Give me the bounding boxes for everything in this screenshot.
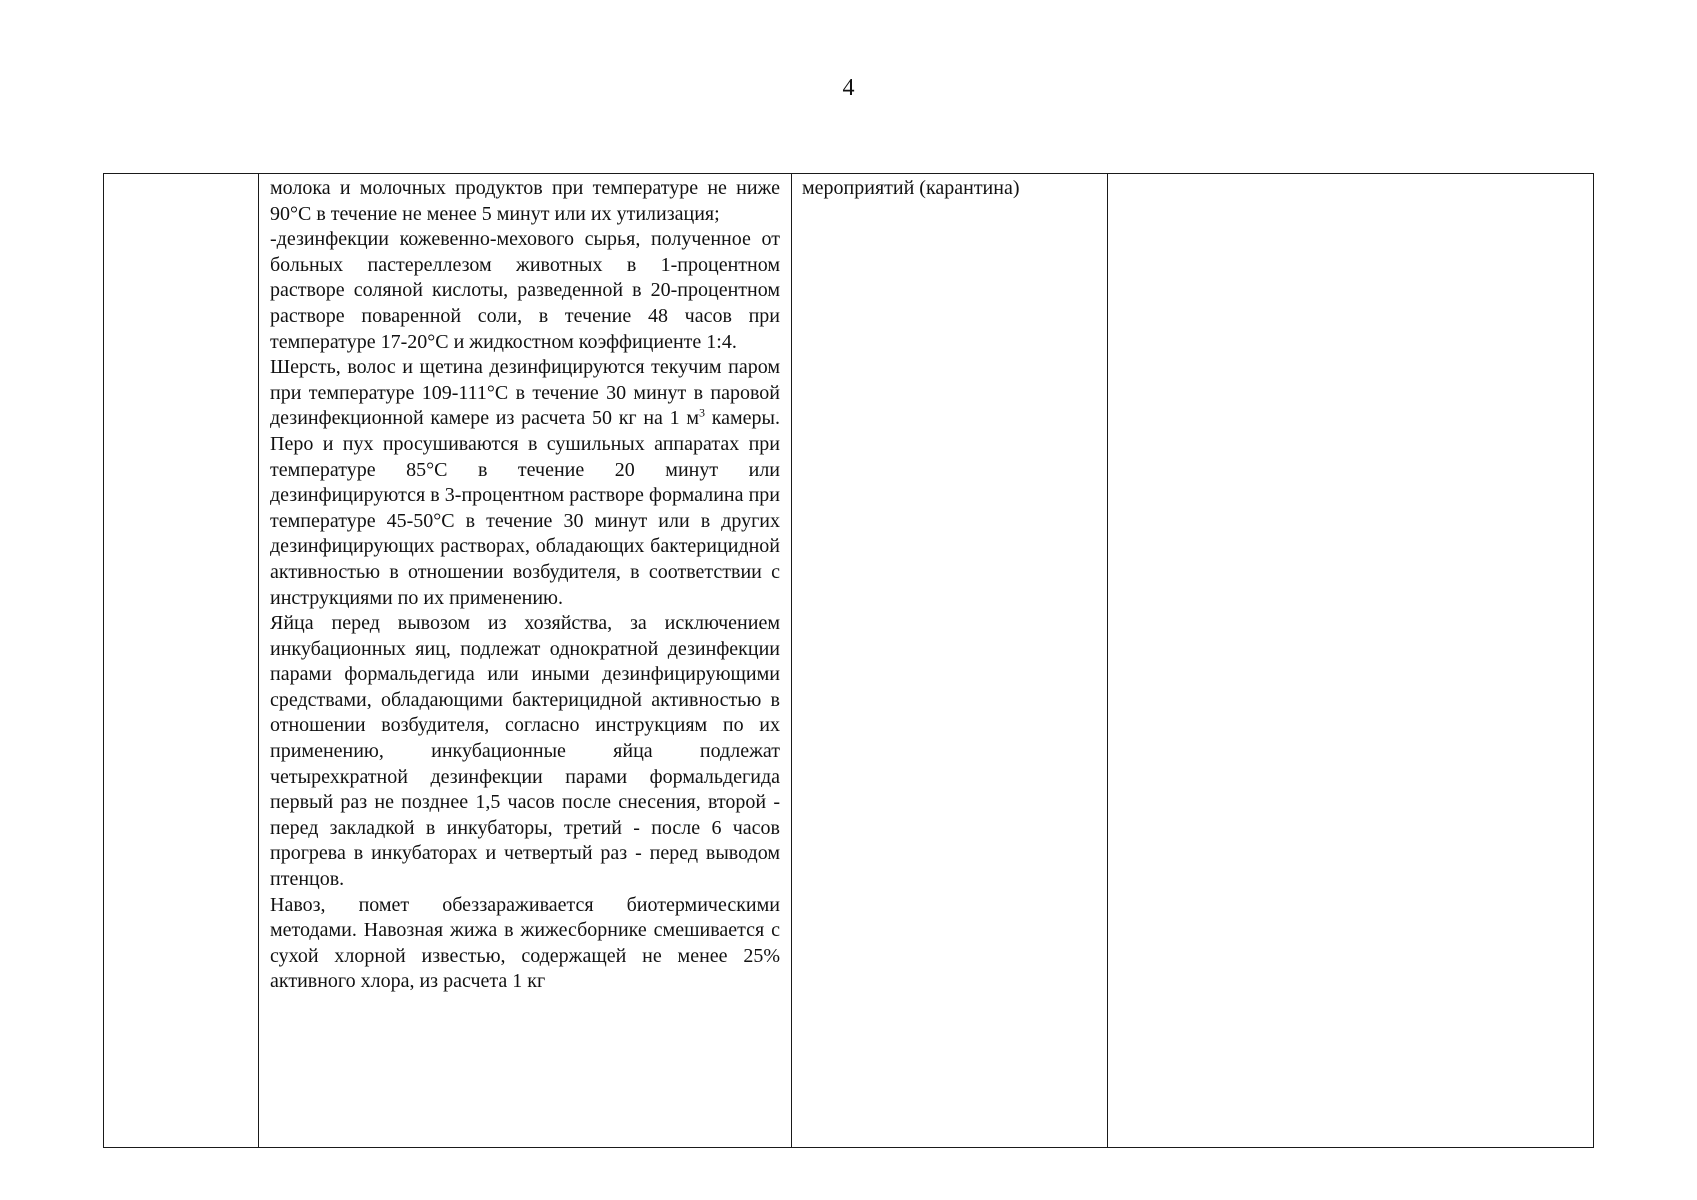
paragraph-wool-disinfection	[270, 355, 780, 611]
cubic-superscript: 3	[699, 405, 706, 420]
wool-text-part2: камеры. Перо и пух просушиваются в сушильных аппаратах при температуре 85°С в течение 20 минут или дезинфицируются в 3-процентном растворе формалина при температуре 45-50°С в течение 30 минут или в других дезинфицирующих растворах, обладающих бактерицидной активностью в отношении возбудителя, в соответствии с инструкциями по их применению.	[270, 407, 780, 609]
paragraph-milk: молока и молочных продуктов при температуре не ниже 90°С в течение не менее 5 минут или их утилизация;	[270, 177, 780, 225]
table-cell-responsible	[1108, 174, 1594, 1148]
paragraph-manure-disinfection: Навоз, помет обеззараживается биотермическими методами. Навозная жижа в жижесборнике смешивается с сухой хлорной известью, содержащей не менее 25% активного хлора, из расчета 1 кг	[270, 893, 780, 993]
measures-text	[259, 174, 791, 995]
paragraph-leather-disinfection: -дезинфекции кожевенно-мехового сырья, полученное от больных пастереллезом животных в 1-процентном растворе соляной кислоты, разведенной в 20-процентном растворе поваренной соли, в течение 48 часов при температуре 17-20°С и жидкостном коэффициенте 1:4.	[270, 228, 780, 353]
paragraph-eggs-disinfection: Яйца перед вывозом из хозяйства, за исключением инкубационных яиц, подлежат однократной дезинфекции парами формальдегида или иными дезинфицирующими средствами, обладающими бактерицидной активностью в отношении возбудителя, согласно инструкциям по их применению, инкубационные яйца подлежат четырехкратной дезинфекции парами формальдегида первый раз не позднее 1,5 часов после снесения, второй - перед закладкой в инкубаторы, третий - после 6 часов прогрева в инкубаторах и четвертый раз - перед выводом птенцов.	[270, 612, 780, 891]
page-number: 4	[842, 75, 855, 101]
wool-text-part1: Шерсть, волос и щетина дезинфицируются текучим паром при температуре 109-111°С в течение 30 минут в паровой дезинфекционной камере из расчета 50 кг на 1 м	[270, 356, 780, 430]
table-cell-number	[104, 174, 259, 1148]
table-cell-measures	[259, 174, 792, 1148]
table-row	[104, 174, 1594, 1148]
measures-table	[103, 173, 1594, 1148]
term-text: мероприятий (карантина)	[802, 177, 1020, 199]
table-cell-term	[792, 174, 1108, 1148]
